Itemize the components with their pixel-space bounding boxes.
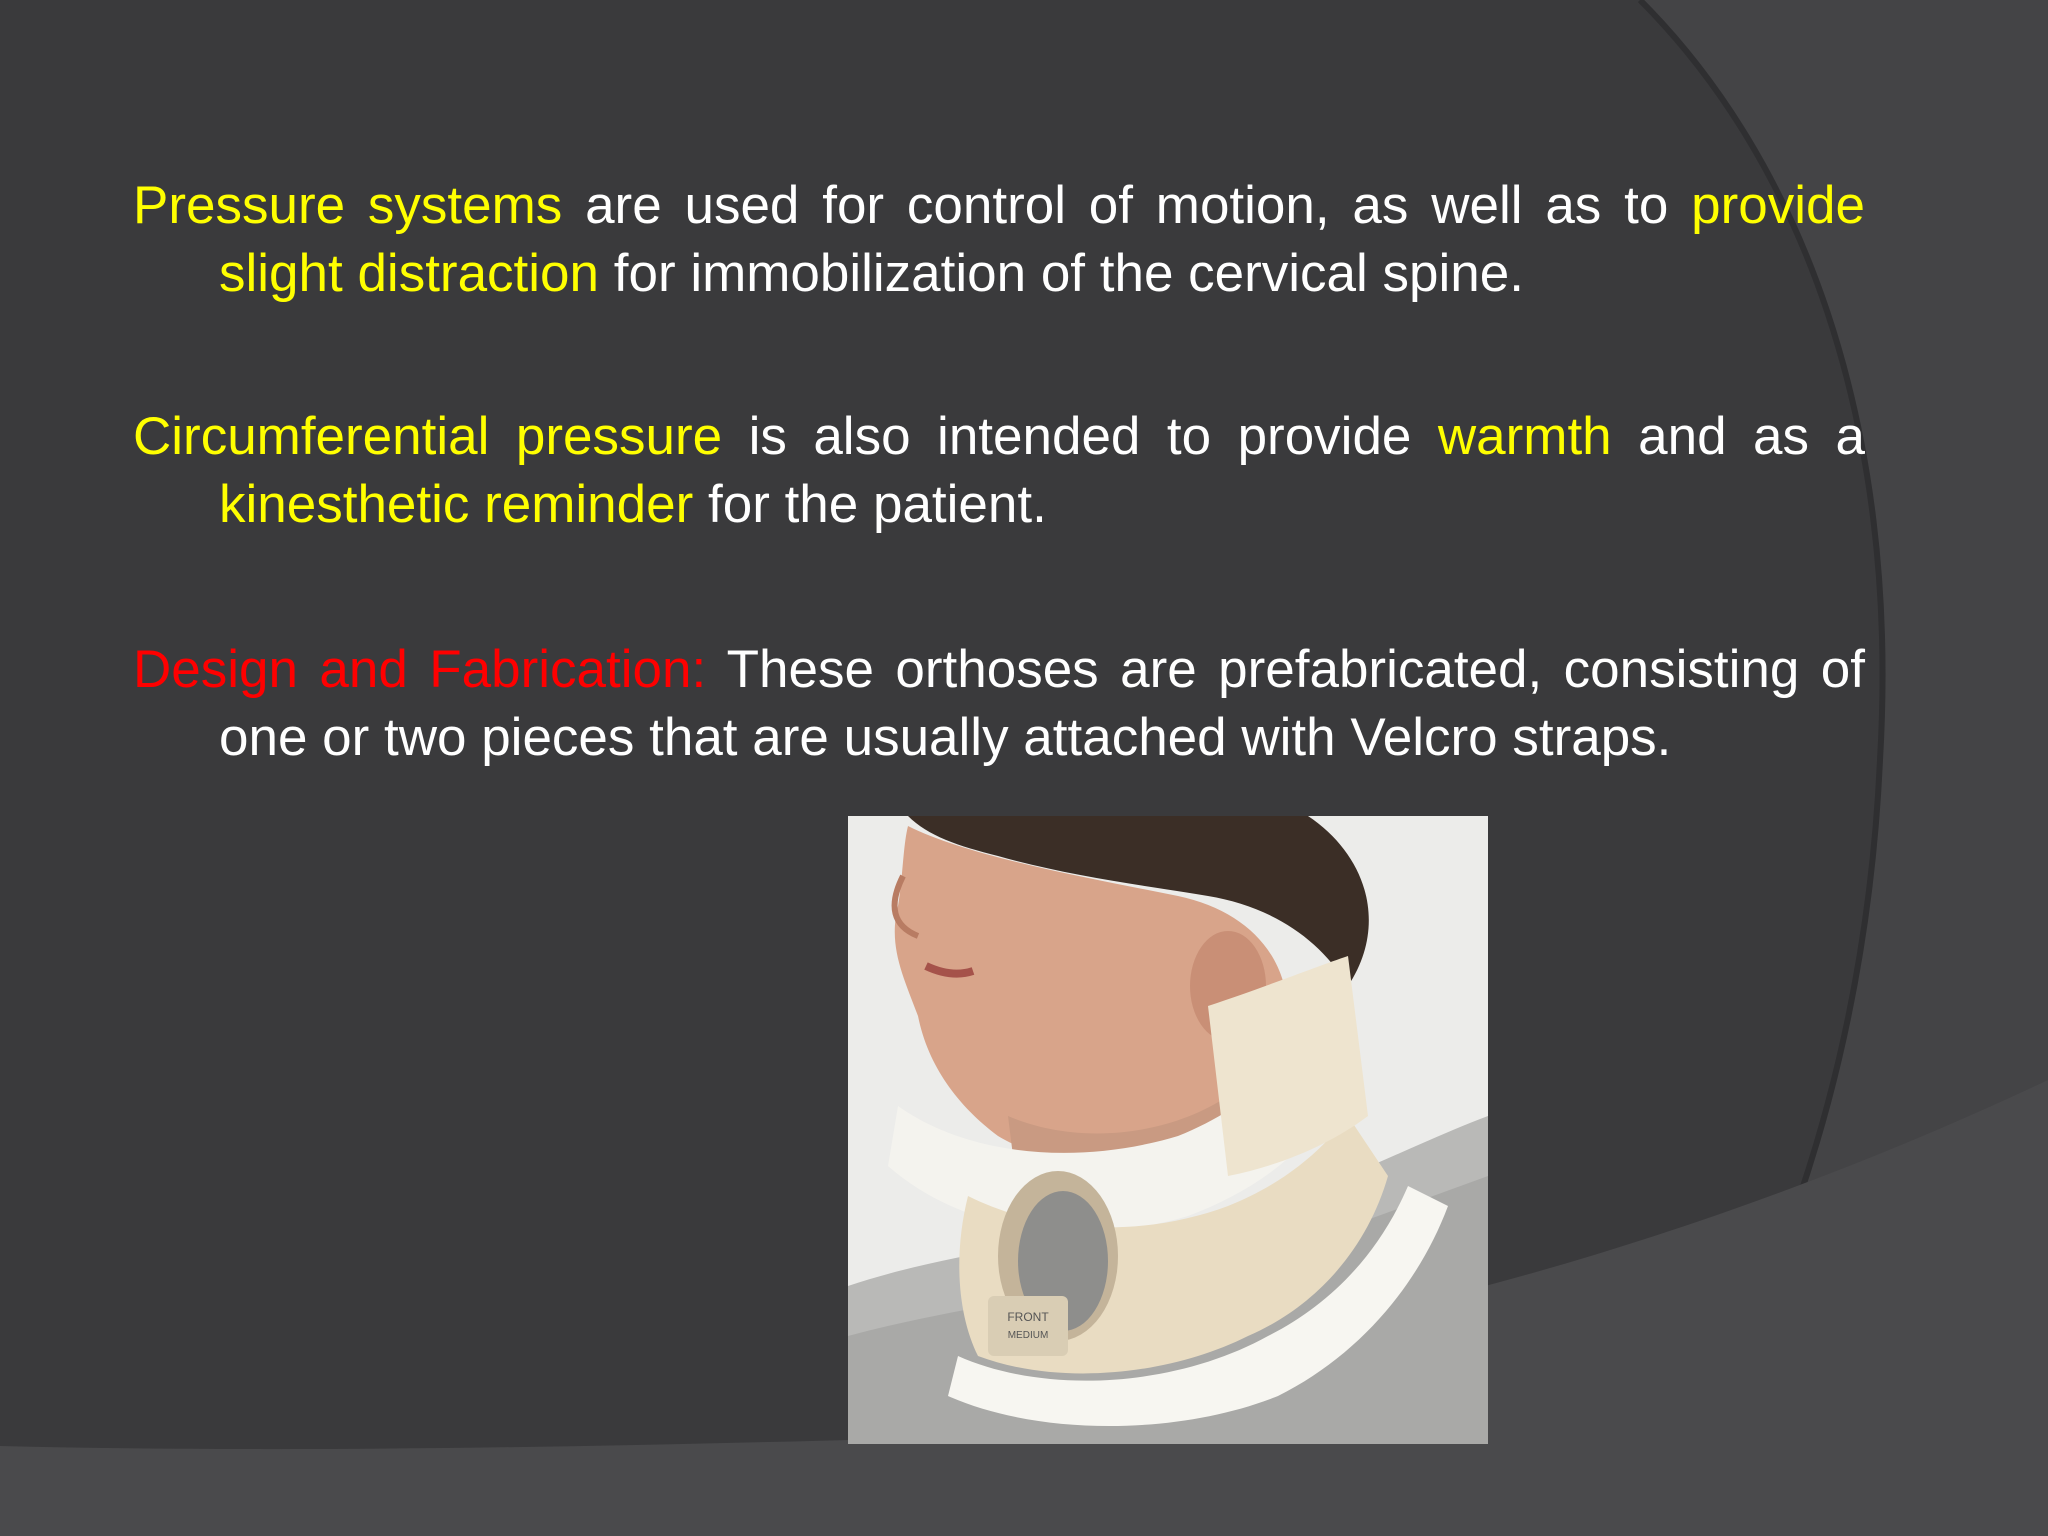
text-segment: for immobilization of the cervical spine. — [599, 244, 1524, 303]
text-segment: are used for control of motion, as well as to — [562, 176, 1692, 235]
highlight-pressure-systems: Pressure systems — [133, 176, 563, 235]
text-segment: These orthoses are prefabricated, consisting of one or two pieces that are usually attached with Velcro straps. — [219, 640, 1865, 767]
paragraph-circumferential-pressure — [133, 403, 1865, 539]
text-segment: and as a — [1611, 407, 1865, 466]
text-segment: for the patient. — [693, 475, 1047, 534]
highlight-slight-distraction: provide slight distraction — [219, 176, 1865, 303]
highlight-design-fabrication: Design and Fabrication: — [133, 640, 707, 699]
collar-label-size: MEDIUM — [1007, 1330, 1049, 1341]
highlight-circumferential-pressure: Circumferential pressure — [133, 407, 723, 466]
cervical-collar-photo — [848, 816, 1488, 1444]
highlight-warmth: warmth — [1437, 407, 1612, 466]
text-segment: is also intended to provide — [722, 407, 1438, 466]
highlight-kinesthetic-reminder: kinesthetic reminder — [219, 475, 694, 534]
collar-label-front: FRONT — [1007, 1310, 1049, 1324]
paragraph-pressure-systems — [133, 172, 1865, 308]
paragraph-design-fabrication — [133, 636, 1865, 772]
collar-illustration — [848, 816, 1488, 1444]
